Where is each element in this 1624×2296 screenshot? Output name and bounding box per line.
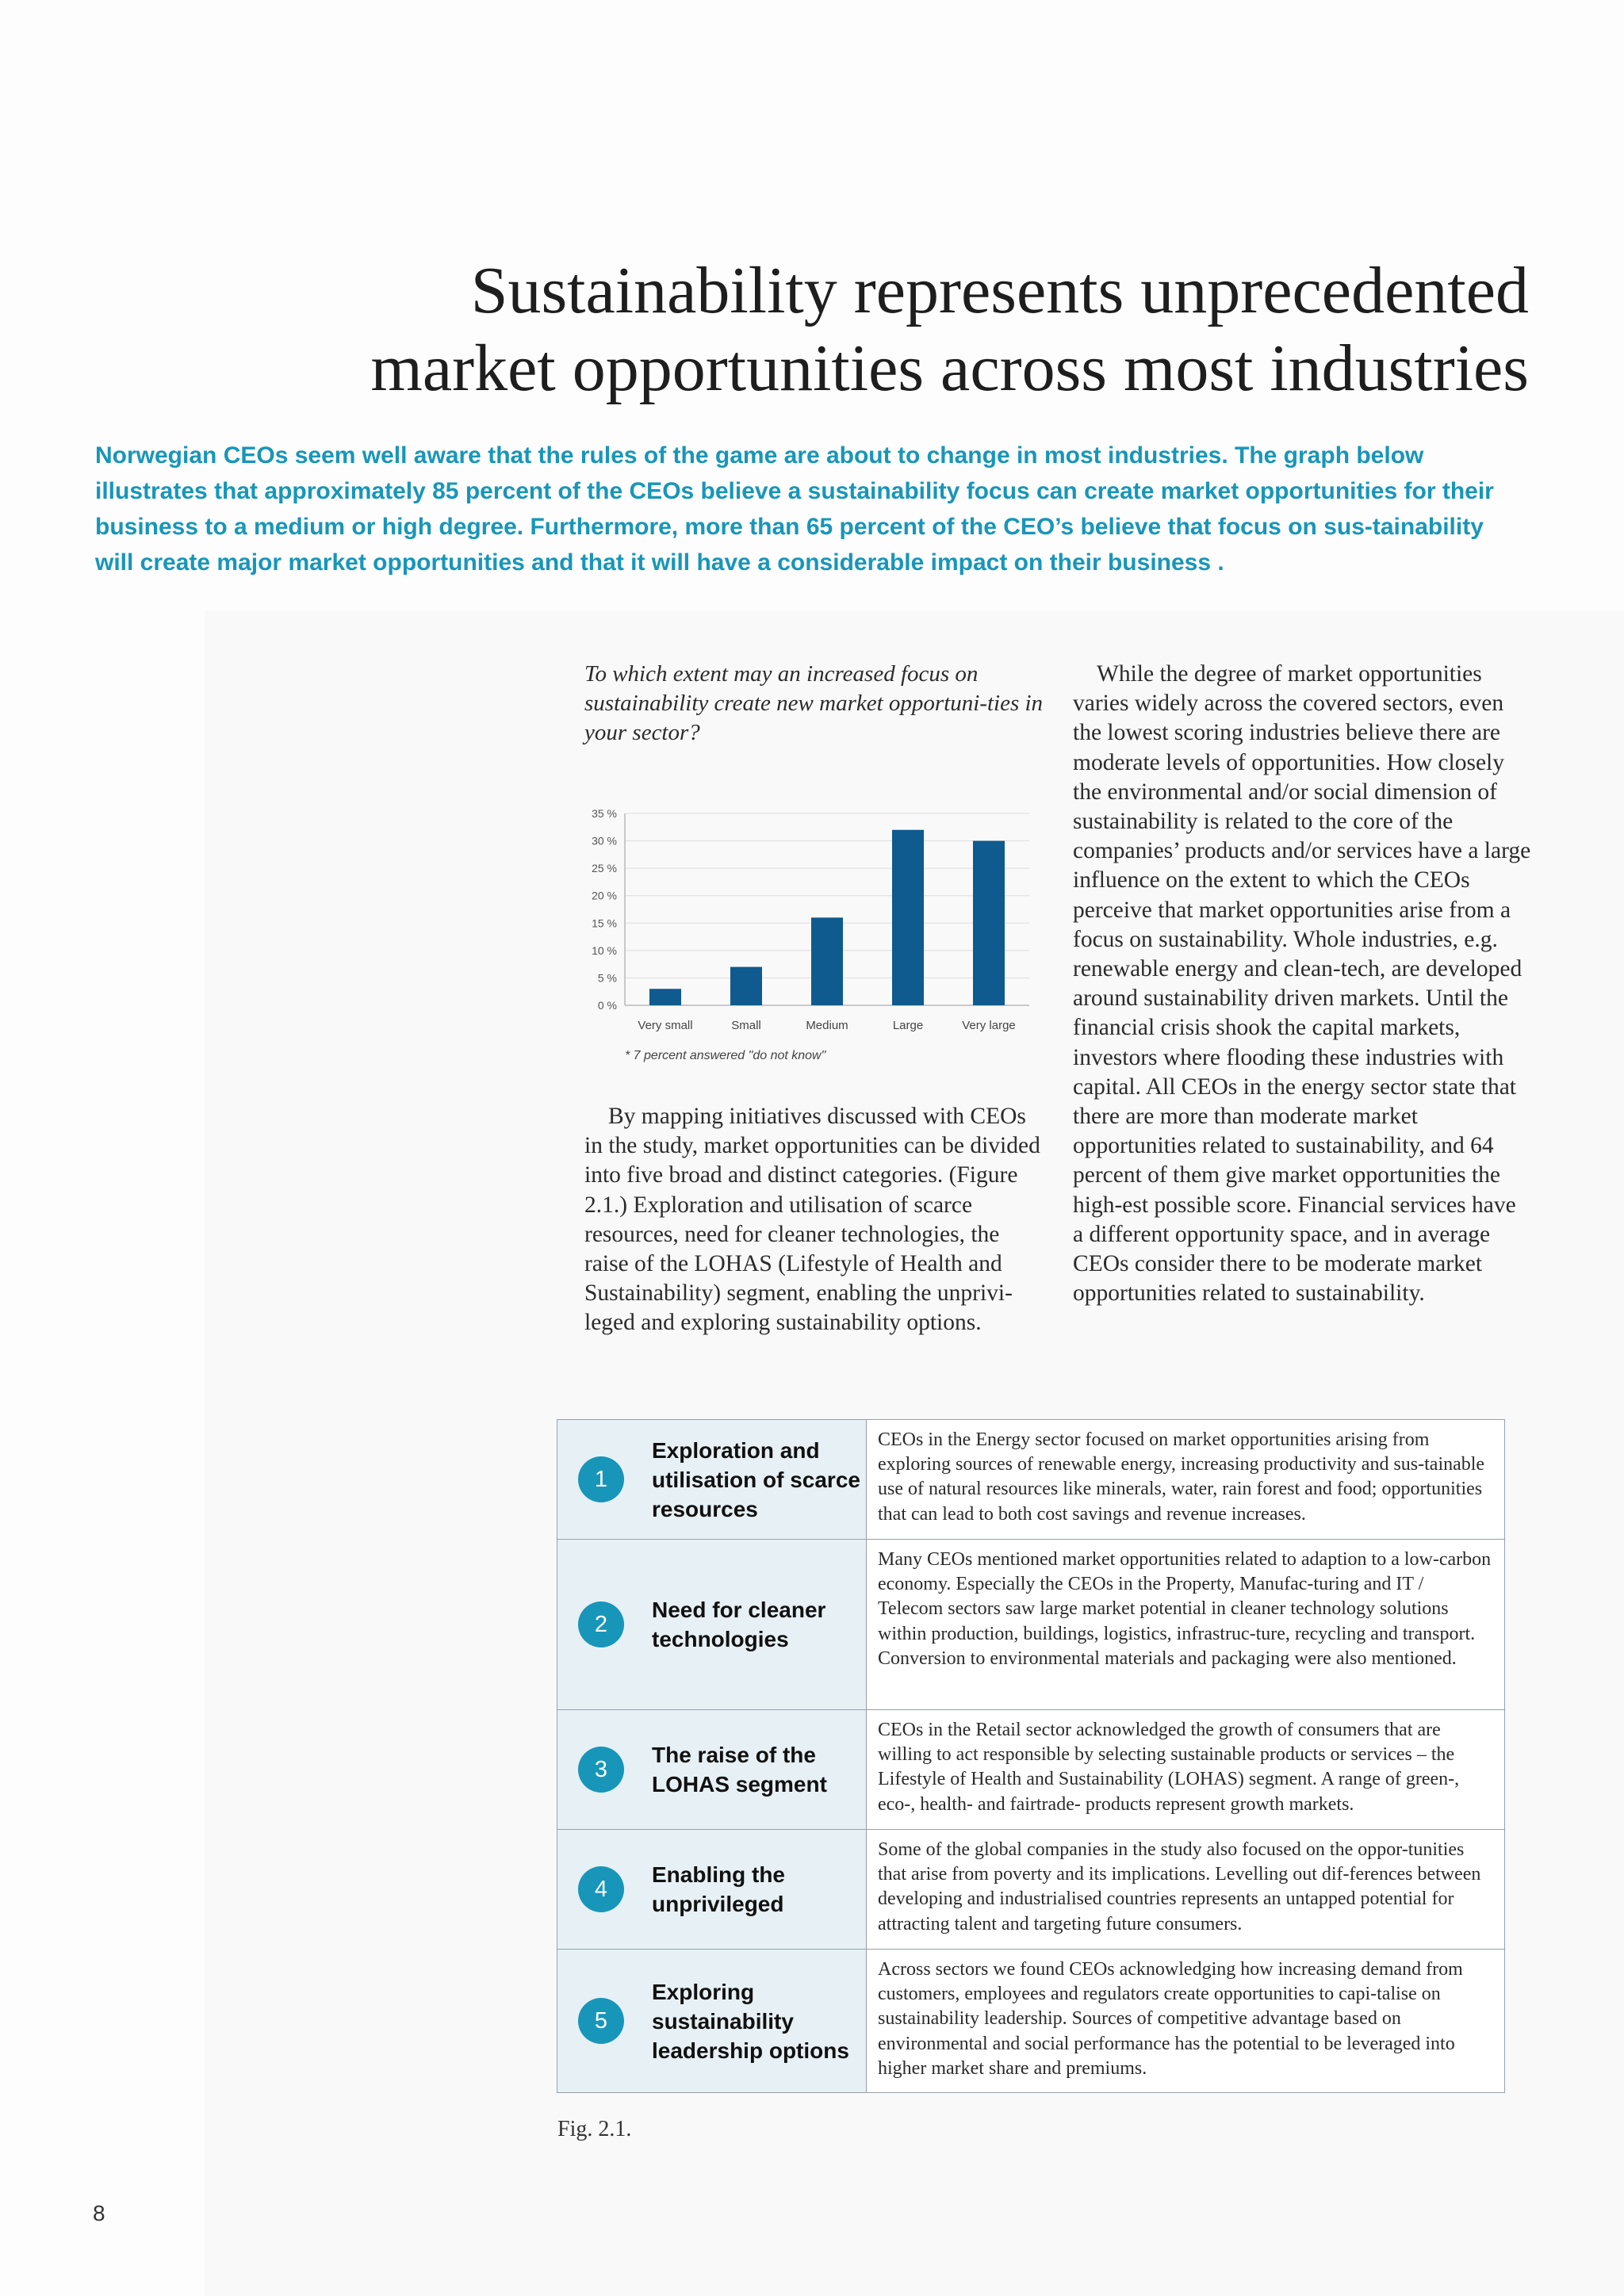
table-row — [557, 1829, 1504, 1949]
category-description: Many CEOs mentioned market opportunities related to adaption to a low-carbon economy. Especially the CEOs in the Property, Manufac-turing and IT / Telecom sectors saw large market potential in cleaner technology solutions within production, buildings, logistics, infrastruc-ture, recycling and transport. Conversion to environmental materials and packaging were also mentioned. — [867, 1540, 1504, 1709]
x-tick-label: Very large — [962, 1019, 1016, 1032]
y-tick-label: 5 % — [597, 971, 617, 985]
y-tick-label: 0 % — [597, 999, 617, 1012]
category-title: The raise of the LOHAS segment — [652, 1743, 827, 1797]
category-number-badge: 2 — [578, 1601, 624, 1647]
category-cell — [557, 1950, 867, 2092]
x-tick-label: Medium — [806, 1019, 848, 1032]
y-tick-label: 20 % — [592, 889, 617, 902]
bar-small — [730, 967, 762, 1005]
category-cell — [557, 1420, 867, 1539]
x-tick-label: Small — [731, 1019, 761, 1032]
category-description: Across sectors we found CEOs acknowledging how increasing demand from customers, employees and regulators create opportunities to capi-talise on sustainability leadership. Sources of competitive advantage based on environmental and social performance has the potential to be leveraged into higher market share and premiums. — [867, 1950, 1504, 2092]
category-cell — [557, 1540, 867, 1709]
bar-large — [892, 830, 924, 1005]
right-paragraph: While the degree of market opportunities varies widely across the covered sectors, even the lowest scoring industries believe there are moderate levels of opportunities. How closely the environmental and/or social dimension of sustainability is related to the core of the companies’ products and/or services have a large influence on the extent to which the CEOs perceive that market opportunities arise from a focus on sustainability. Whole industries, e.g. renewable energy and clean-tech, are developed around sustainability driven markets. Until the financial crisis shook the capital markets, investors where flooding these industries with capital. All CEOs in the energy sector state that there are more than moderate market opportunities related to sustainability, and 64 percent of them give market opportunities the high-est possible score. Financial services have a different opportunity space, and in average CEOs consider there to be moderate market opportunities related to sustainability. — [1073, 661, 1531, 1307]
right-column — [1073, 660, 1531, 1308]
table-row — [557, 1709, 1504, 1829]
page-title-line-1: Sustainability represents unprecedented — [470, 254, 1529, 327]
bar-chart-svg — [571, 801, 1055, 1054]
opportunity-categories-table — [557, 1419, 1505, 2093]
lead-paragraph: Norwegian CEOs seem well aware that the rules of the game are about to change in most industries. The graph below illustrates that approximately 85 percent of the CEOs believe a sustainability focus can create market opportunities for their business to a medium or high degree. Furthermore, more than 65 percent of the CEO’s believe that focus on sus-tainability will create major market opportunities and that it will have a considerable impact on their business . — [95, 442, 1494, 576]
category-description: Some of the global companies in the study also focused on the oppor-tunities that arise from poverty and its implications. Levelling out dif-ferences between developing and industrialised countries represents an untapped potential for attracting talent and targeting future consumers. — [867, 1830, 1504, 1949]
category-cell — [557, 1710, 867, 1829]
category-description: CEOs in the Retail sector acknowledged the growth of consumers that are willing to act responsible by selecting sustainable products or services – the Lifestyle of Health and Sustainability (LOHAS) segment. A range of green-, eco-, health- and fairtrade- products represent growth markets. — [867, 1710, 1504, 1829]
table-row — [557, 1420, 1504, 1539]
category-title: Exploring sustainability leadership options — [652, 1979, 849, 2063]
y-tick-label: 25 % — [592, 862, 617, 875]
category-cell — [557, 1830, 867, 1949]
figure-caption: Fig. 2.1. — [557, 2117, 632, 2141]
category-number-badge: 3 — [578, 1747, 624, 1793]
y-tick-label: 30 % — [592, 834, 617, 848]
y-tick-label: 35 % — [592, 807, 617, 820]
chart-footnote: * 7 percent answered "do not know" — [625, 1049, 826, 1062]
bar-very-large — [973, 841, 1005, 1005]
category-title: Exploration and utilisation of scarce resources — [652, 1437, 860, 1521]
category-title: Need for cleaner technologies — [652, 1598, 826, 1651]
left-column — [584, 1102, 1044, 1338]
left-paragraph: By mapping initiatives discussed with CEOs in the study, market opportunities can be divided into five broad and distinct categories. (Figure 2.1.) Exploration and utilisation of scarce resources, need for cleaner technologies, the raise of the LOHAS (Lifestyle of Health and Sustainability) segment, enabling the unprivi-leged and exploring sustainability options. — [584, 1104, 1040, 1336]
page-title — [181, 252, 1529, 408]
table-row — [557, 1949, 1504, 2092]
bar-very-small — [649, 989, 681, 1005]
y-tick-label: 10 % — [592, 943, 617, 957]
category-number-badge: 4 — [578, 1866, 624, 1912]
x-tick-label: Large — [892, 1019, 924, 1032]
page-number: 8 — [93, 2201, 105, 2225]
category-number-badge: 1 — [578, 1456, 624, 1502]
table-row — [557, 1539, 1504, 1709]
category-title: Enabling the unprivileged — [652, 1862, 785, 1916]
bar-medium — [811, 917, 843, 1005]
bar-chart — [571, 801, 1055, 1070]
x-tick-label: Very small — [638, 1019, 693, 1032]
category-description: CEOs in the Energy sector focused on market opportunities arising from exploring sources of renewable energy, increasing productivity and sus-tainable use of natural resources like minerals, water, rain forest and food; opportunities that can lead to both cost savings and revenue increases. — [867, 1420, 1504, 1539]
chart-question: To which extent may an increased focus on sustainability create new market opportuni-ties in your sector? — [584, 661, 1044, 746]
category-number-badge: 5 — [578, 1998, 624, 2044]
y-tick-label: 15 % — [592, 916, 617, 930]
page-title-line-2: market opportunities across most industries — [370, 331, 1529, 405]
